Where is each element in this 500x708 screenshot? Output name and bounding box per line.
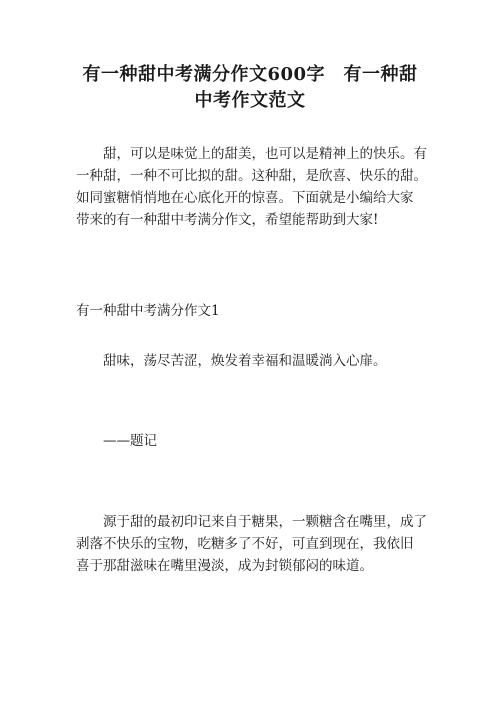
title-line-1: 有一种甜中考满分作文600字 有一种甜 [82,64,418,85]
title-line-2: 中考作文范文 [194,90,306,111]
body-line-2: 剥落不快乐的宝物，吃糖多了不好，可直到现在，我依旧 [76,536,414,552]
body-line-3: 喜于那甜滋味在嘴里漫淡，成为封锁郁闷的味道。 [76,558,373,574]
intro-line-3: 如同蜜糖悄悄地在心底化开的惊喜。下面就是小编给大家 [76,190,414,206]
intro-paragraph [76,143,426,231]
document-title [62,62,438,114]
intro-line-4: 带来的有一种甜中考满分作文，希望能帮助到大家! [76,212,379,228]
epigraph-source: ——题记 [76,433,157,449]
body-line-1: 源于甜的最初印记来自于糖果，一颗糖含在嘴里，成了 [76,514,427,530]
intro-line-2: 一种甜，一种不可比拟的甜。这种甜，是欣喜、快乐的甜。 [76,168,427,184]
epigraph: 甜味，荡尽苦涩，焕发着幸福和温暖淌入心扉。 [76,353,387,369]
body-paragraph [76,511,426,577]
section-heading: 有一种甜中考满分作文1 [76,303,220,319]
intro-line-1: 甜，可以是味觉上的甜美，也可以是精神上的快乐。有 [76,146,427,162]
